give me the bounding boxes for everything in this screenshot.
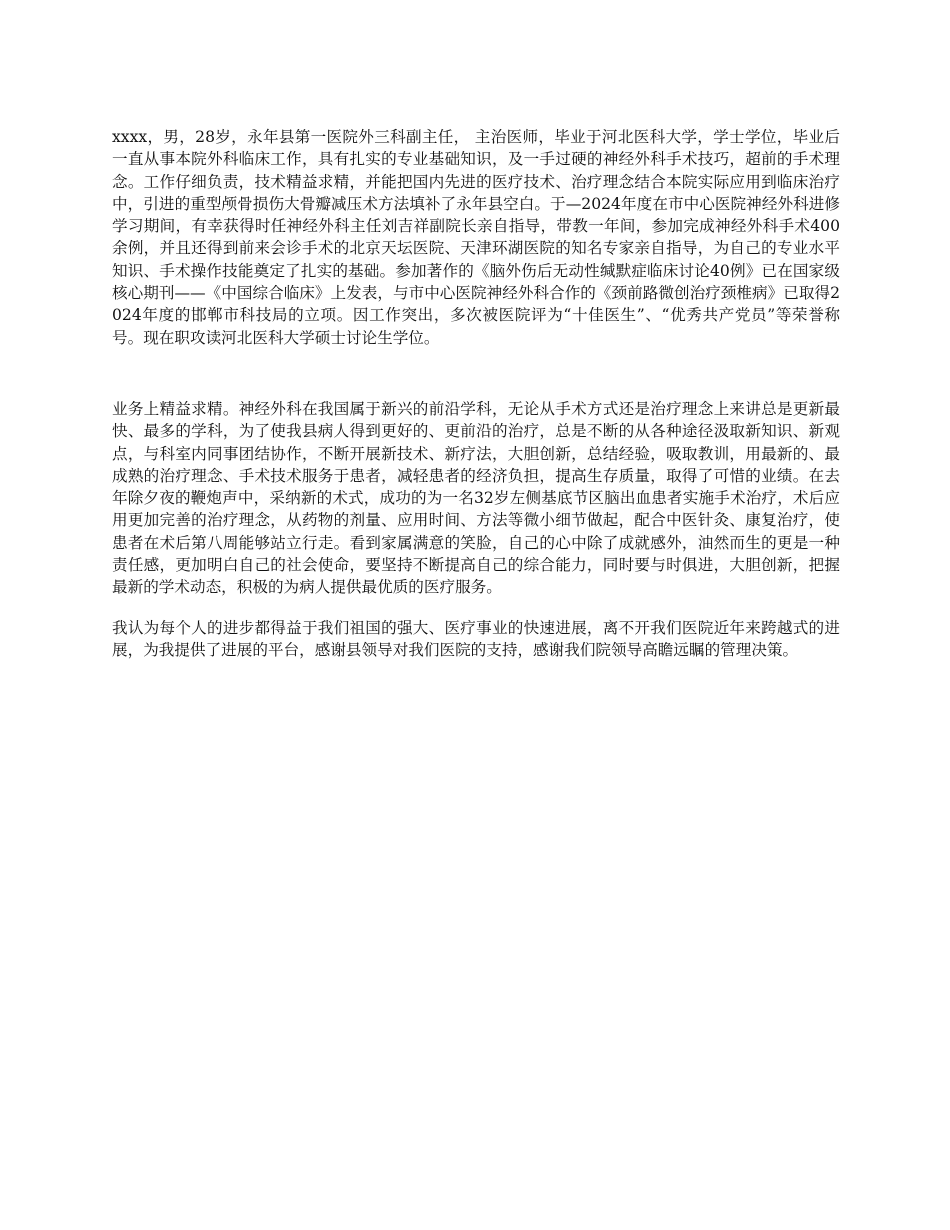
paragraph-work-performance: 业务上精益求精。神经外科在我国属于新兴的前沿学科，无论从手术方式还是治疗理念上来讲总是更新最快、最多的学科，为了使我县病人得到更好的、更前沿的治疗，总是不断的从各种途径汲取新知识、新观点，与科室内同事团结协作，不断开展新技术、新疗法，大胆创新，总结经验，吸取教训，用最新的、最成熟的治疗理念、手术技术服务于患者，减轻患者的经济负担，提高生存质量，取得了可惜的业绩。在去年除夕夜的鞭炮声中，采纳新的术式，成功的为一名32岁左侧基底节区脑出血患者实施手术治疗，术后应用更加完善的治疗理念，从药物的剂量、应用时间、方法等微小细节做起，配合中医针灸、康复治疗，使患者在术后第八周能够站立行走。看到家属满意的笑脸，自己的心中除了成就感外，油然而生的更是一种责任感，更加明白自己的社会使命，要坚持不断提高自己的综合能力，同时要与时俱进，大胆创新，把握最新的学术动态，积极的为病人提供最优质的医疗服务。 [112,399,840,597]
paragraph-profile: xxxx，男，28岁，永年县第一医院外三科副主任， 主治医师，毕业于河北医科大学，学士学位，毕业后一直从事本院外科临床工作，具有扎实的专业基础知识，及一手过硬的神经外科手术技巧，超前的手术理念。工作仔细负责，技术精益求精，并能把国内先进的医疗技术、治疗理念结合本院实际应用到临床治疗中，引进的重型颅骨损伤大骨瓣减压术方法填补了永年县空白。于—2024年度在市中心医院神经外科进修学习期间，有幸获得时任神经外科主任刘吉祥副院长亲自指导，带教一年间，参加完成神经外科手术400余例，并且还得到前来会诊手术的北京天坛医院、天津环湖医院的知名专家亲自指导，为自己的专业水平知识、手术操作技能奠定了扎实的基础。参加著作的《脑外伤后无动性缄默症临床讨论40例》已在国家级核心期刊——《中国综合临床》上发表，与市中心医院神经外科合作的《颈前路微创治疗颈椎病》已取得2024年度的邯郸市科技局的立项。因工作突出，多次被医院评为“十佳医生”、“优秀共产党员”等荣誉称号。现在职攻读河北医科大学硕士讨论生学位。 [112,128,840,347]
document-body [112,126,840,661]
paragraph-gratitude: 我认为每个人的进步都得益于我们祖国的强大、医疗事业的快速进展，离不开我们医院近年来跨越式的进展，为我提供了进展的平台，感谢县领导对我们医院的支持，感谢我们院领导高瞻远瞩的管理决策。 [112,618,840,659]
